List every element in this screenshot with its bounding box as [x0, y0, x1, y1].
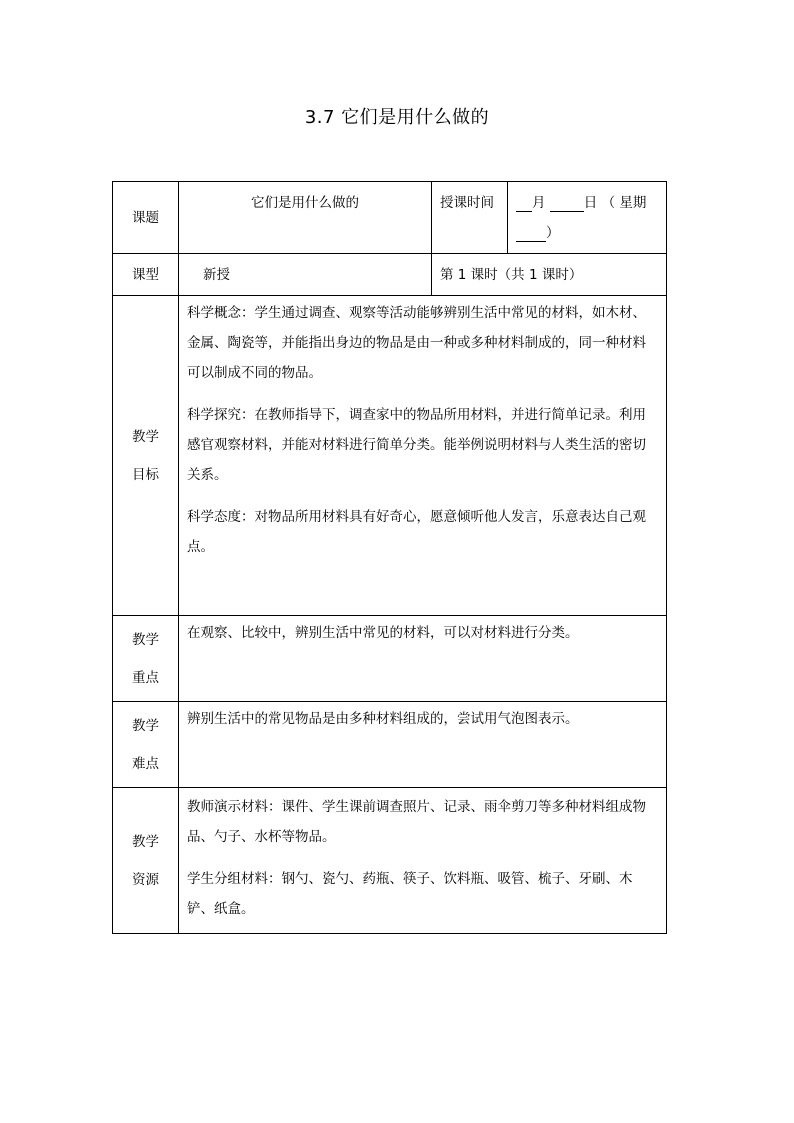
label-goals	[113, 296, 179, 616]
key-value: 在观察、比较中，辨别生活中常见的材料，可以对材料进行分类。	[179, 616, 667, 702]
type-value: 新授	[179, 254, 432, 296]
label-resources	[113, 788, 179, 934]
resources-content	[179, 788, 667, 934]
label-difficulty	[113, 702, 179, 788]
row-goals	[113, 296, 667, 616]
resources-student: 学生分组材料：钢勺、瓷勺、药瓶、筷子、饮料瓶、吸管、梳子、牙刷、木铲、纸盒。	[187, 871, 633, 917]
row-difficulty	[113, 702, 667, 788]
goal-inquiry: 科学探究：在教师指导下，调查家中的物品所用材料，并进行简单记录。利用感官观察材料，并能对材料进行简单分类。能举例说明材料与人类生活的密切关系。	[187, 407, 646, 483]
label-difficulty-1: 教学	[132, 717, 159, 734]
label-time: 授课时间	[432, 182, 508, 254]
period-value: 第 1 课时（共 1 课时）	[432, 254, 667, 296]
goal-attitude: 科学态度：对物品所用材料具有好奇心，愿意倾听他人发言，乐意表达自己观点。	[187, 509, 646, 555]
label-key	[113, 616, 179, 702]
date-week-close: ）	[546, 225, 560, 241]
date-field	[508, 182, 667, 254]
row-type	[113, 254, 667, 296]
label-type: 课型	[113, 254, 179, 296]
document-title: 3.7 它们是用什么做的	[304, 107, 490, 128]
label-topic: 课题	[113, 182, 179, 254]
goals-content	[179, 296, 667, 616]
label-resources-2: 资源	[132, 871, 159, 888]
label-key-1: 教学	[132, 631, 159, 648]
resources-teacher: 教师演示材料：课件、学生课前调查照片、记录、雨伞剪刀等多种材料组成物品、勺子、水杯等物品。	[187, 799, 646, 845]
label-difficulty-2: 难点	[132, 755, 159, 772]
row-topic	[113, 182, 667, 254]
difficulty-value: 辨别生活中的常见物品是由多种材料组成的，尝试用气泡图表示。	[179, 702, 667, 788]
date-day: 日	[583, 195, 598, 211]
row-key-points	[113, 616, 667, 702]
date-week-open: （ 星期	[601, 195, 647, 211]
lesson-plan-table	[112, 181, 667, 934]
label-key-2: 重点	[132, 669, 159, 686]
date-month: 月	[532, 195, 546, 211]
row-resources	[113, 788, 667, 934]
label-goals-1: 教学	[132, 428, 159, 445]
label-resources-1: 教学	[132, 833, 159, 850]
goal-concept: 科学概念：学生通过调查、观察等活动能够辨别生活中常见的材料，如木材、金属、陶瓷等，并能指出身边的物品是由一种或多种材料制成的，同一种材料可以制成不同的物品。	[187, 305, 646, 381]
label-goals-2: 目标	[132, 466, 159, 483]
topic-value: 它们是用什么做的	[179, 182, 432, 254]
